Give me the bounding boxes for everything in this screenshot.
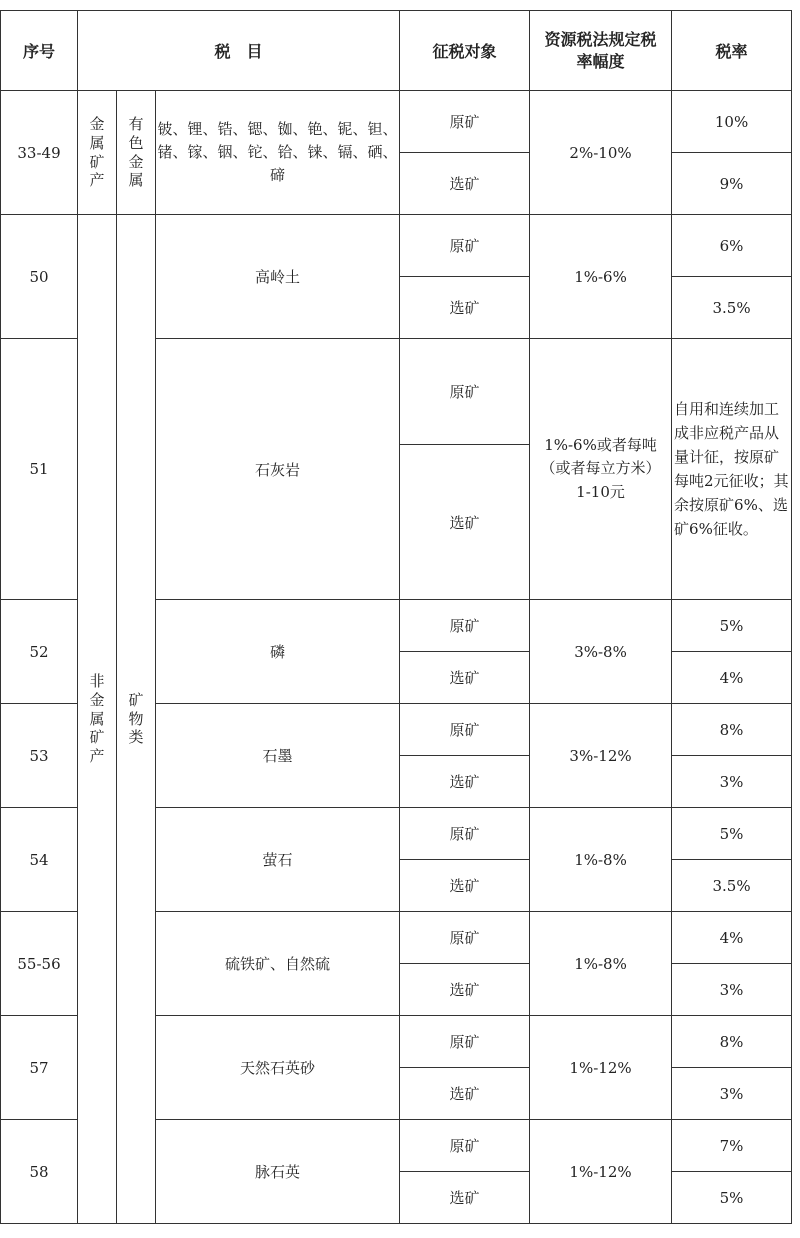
- object-processed: 选矿: [400, 1068, 530, 1120]
- item-name: 石灰岩: [156, 339, 400, 600]
- item-name: 脉石英: [156, 1120, 400, 1224]
- group-metal: [78, 91, 117, 215]
- seq-cell: 53: [1, 704, 78, 808]
- seq-cell: 52: [1, 600, 78, 704]
- object-raw: 原矿: [400, 912, 530, 964]
- rate-raw: 5%: [672, 600, 792, 652]
- group-nonmetal: [78, 215, 117, 1224]
- object-processed: 选矿: [400, 756, 530, 808]
- rate-processed: 3.5%: [672, 860, 792, 912]
- item-name: 铍、锂、锆、锶、铷、铯、铌、钽、锗、镓、铟、铊、铪、铼、镉、硒、碲: [156, 91, 400, 215]
- object-processed: 选矿: [400, 964, 530, 1016]
- object-processed: 选矿: [400, 652, 530, 704]
- object-processed: 选矿: [400, 277, 530, 339]
- object-raw: 原矿: [400, 91, 530, 153]
- rate-raw: 6%: [672, 215, 792, 277]
- header-seq: 序号: [1, 11, 78, 91]
- rate-processed: 5%: [672, 1172, 792, 1224]
- header-item: 税 目: [78, 11, 400, 91]
- seq-cell: 58: [1, 1120, 78, 1224]
- group-mineral-label: 矿物类: [128, 690, 144, 747]
- rate-processed: 9%: [672, 153, 792, 215]
- seq-cell: 51: [1, 339, 78, 600]
- range-cell: 1%-6%或者每吨（或者每立方米）1-10元: [530, 339, 672, 600]
- range-cell: 3%-12%: [530, 704, 672, 808]
- rate-raw: 10%: [672, 91, 792, 153]
- tax-rate-table: [0, 10, 792, 1224]
- object-processed: 选矿: [400, 860, 530, 912]
- object-raw: 原矿: [400, 600, 530, 652]
- object-raw: 原矿: [400, 1120, 530, 1172]
- rate-raw: 7%: [672, 1120, 792, 1172]
- header-range: 资源税法规定税率幅度: [530, 11, 672, 91]
- group-nonmetal-label: 非金属矿产: [89, 672, 105, 766]
- group-metal-label: 金属矿产: [89, 115, 105, 190]
- seq-cell: 33-49: [1, 91, 78, 215]
- item-name: 萤石: [156, 808, 400, 912]
- rate-processed: 3.5%: [672, 277, 792, 339]
- range-cell: 1%-8%: [530, 912, 672, 1016]
- seq-cell: 54: [1, 808, 78, 912]
- item-name: 磷: [156, 600, 400, 704]
- rate-raw: 8%: [672, 704, 792, 756]
- group-nonferrous: [117, 91, 156, 215]
- rate-note: 自用和连续加工成非应税产品从量计征，按原矿每吨2元征收；其余按原矿6%、选矿6%征收。: [672, 339, 792, 600]
- range-cell: 2%-10%: [530, 91, 672, 215]
- table-row: [1, 215, 792, 277]
- rate-raw: 8%: [672, 1016, 792, 1068]
- object-raw: 原矿: [400, 1016, 530, 1068]
- group-mineral: [117, 215, 156, 1224]
- range-cell: 1%-8%: [530, 808, 672, 912]
- seq-cell: 55-56: [1, 912, 78, 1016]
- rate-processed: 3%: [672, 964, 792, 1016]
- item-name: 石墨: [156, 704, 400, 808]
- range-cell: 1%-6%: [530, 215, 672, 339]
- rate-processed: 3%: [672, 756, 792, 808]
- range-cell: 1%-12%: [530, 1016, 672, 1120]
- object-raw: 原矿: [400, 339, 530, 445]
- rate-processed: 3%: [672, 1068, 792, 1120]
- rate-raw: 4%: [672, 912, 792, 964]
- item-name: 硫铁矿、自然硫: [156, 912, 400, 1016]
- header-row: [1, 11, 792, 91]
- object-raw: 原矿: [400, 215, 530, 277]
- object-raw: 原矿: [400, 808, 530, 860]
- header-object: 征税对象: [400, 11, 530, 91]
- object-processed: 选矿: [400, 1172, 530, 1224]
- header-rate: 税率: [672, 11, 792, 91]
- rate-processed: 4%: [672, 652, 792, 704]
- object-raw: 原矿: [400, 704, 530, 756]
- rate-raw: 5%: [672, 808, 792, 860]
- range-cell: 1%-12%: [530, 1120, 672, 1224]
- item-name: 高岭土: [156, 215, 400, 339]
- group-nonferrous-label: 有色金属: [128, 115, 144, 190]
- seq-cell: 50: [1, 215, 78, 339]
- table-row: [1, 91, 792, 153]
- range-cell: 3%-8%: [530, 600, 672, 704]
- object-processed: 选矿: [400, 153, 530, 215]
- seq-cell: 57: [1, 1016, 78, 1120]
- item-name: 天然石英砂: [156, 1016, 400, 1120]
- object-processed: 选矿: [400, 445, 530, 600]
